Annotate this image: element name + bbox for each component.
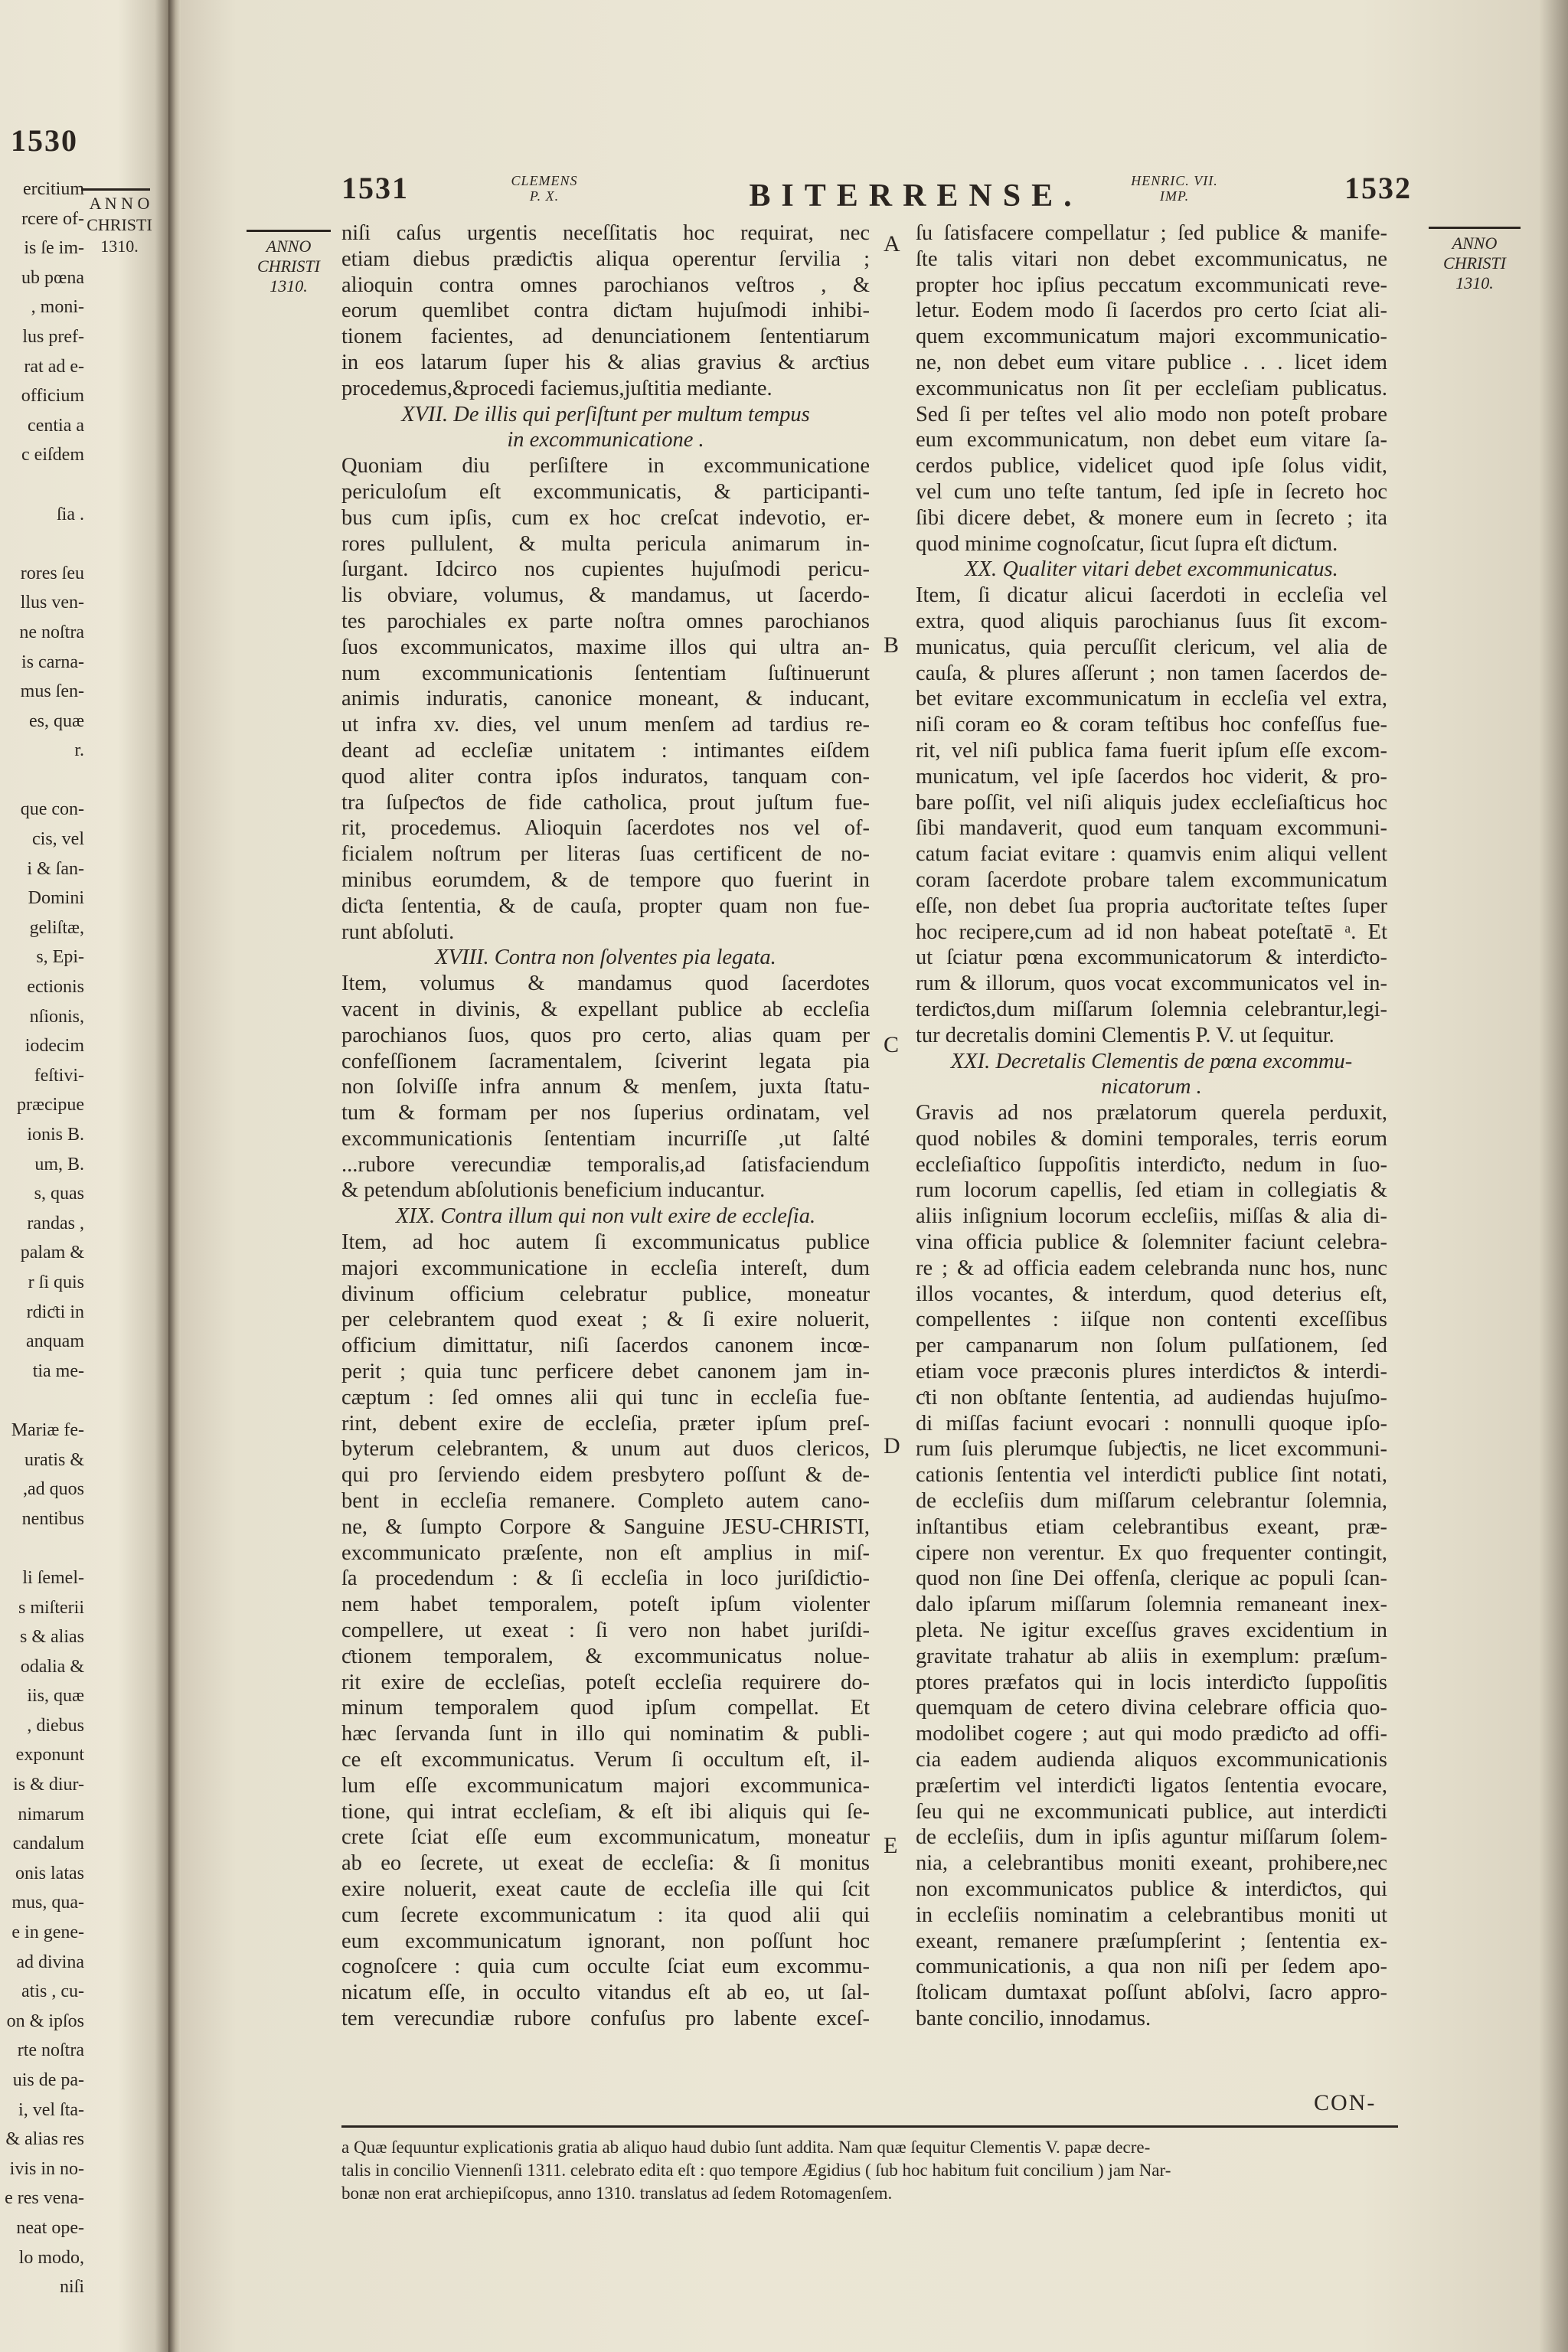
left-page-fragment: s, Epi- [36,947,84,968]
left-page [0,0,168,2352]
text-line: etiam voce præconis plures interdiƈtos & interdi- [916,1360,1387,1384]
text-line: ſuos excommunicatos, maxime illos qui ultra an- [341,635,870,659]
text-line: officium dimittatur, niſi ſacerdos canonem incœ- [341,1334,870,1358]
margin-anno-right: ANNO CHRISTI 1310. [1429,227,1521,293]
left-page-fragment [0,1386,84,1416]
text-line: perit ; quia tunc perficere debet canonem jam in- [341,1360,870,1384]
left-page-fragment: iodecim [24,1036,84,1057]
running-head-pope: CLEMENS P. X. [511,173,578,204]
left-page-fragment: r ſi quis [28,1272,84,1292]
right-page [181,0,1568,2352]
text-line: inſtantibus etiam celebrantibus exeant, præ- [916,1514,1387,1539]
section-letter-d: D [884,1433,900,1459]
text-line: eſſe, non debet ſua propria auƈtoritate teſtes ſuper [916,893,1387,918]
margin-anno-left: ANNO CHRISTI 1310. [247,230,331,296]
left-page-fragment: li ſemel- [22,1567,84,1588]
left-page-fragment: ne noſtra [19,622,84,642]
text-line: gravitate trahatur ab aliis in exemplum: præſum- [916,1644,1387,1668]
text-line: vel cum uno teſte tantum, ſed ipſe in ſecreto hoc [916,479,1387,504]
left-page-fragment: ivis in no- [9,2158,84,2179]
left-page-fragment: centia a [28,415,84,436]
section-letter-c: C [884,1032,900,1057]
section-letter-a: A [884,231,900,256]
left-page-fragment: llus ven- [20,593,84,613]
left-page-fragment: e res vena- [5,2188,84,2209]
running-head-emperor: HENRIC. VII. IMP. [1131,173,1218,204]
text-line: tionem facientes, ad denunciationem ſententiarum [341,325,870,349]
text-line: de eccleſiis dum miſſarum celebrantur ſolemnia, [916,1489,1387,1514]
left-page-fragment: rcere of- [21,208,84,229]
text-line: lum eſſe excommunicatum majori excommunica- [341,1773,870,1798]
left-page-fragment: lus pref- [22,326,84,347]
text-line: cia eadem audienda aliquos excommunicationis [916,1748,1387,1772]
left-page-fragment: i, vel ſta- [18,2099,84,2120]
left-page-fragment: candalum [12,1834,84,1854]
text-line: Item, ſi dicatur alicui ſacerdoti in eccleſia vel [916,583,1387,608]
page-title: BITERRENSE. [749,178,1083,214]
text-line: coram ſacerdote probare talem excommunicatum [916,867,1387,892]
text-line: municatus, quia percuſſit clericum, vel alia de [916,635,1387,659]
text-line: ſtolicam dumtaxat poſſunt abſolvi, ſacro appro- [916,1981,1387,2005]
text-line: ƈti non obſtante ſententia, ad audiendas hujuſmo- [916,1385,1387,1410]
text-line: Gravis ad nos prælatorum querela perduxit, [916,1101,1387,1125]
text-line: eum excommunicatum ignorant, non poſſunt hoc [341,1929,870,1953]
left-page-fragment: & alias res [5,2129,84,2150]
text-line: etiam diebus prædiƈtis aliqua operentur ſervilia ; [341,247,870,271]
left-page-fragment [0,470,84,500]
text-line: nia, a celebrantibus moniti exeant, prohibere,nec [916,1851,1387,1876]
text-line: rum & illorum, quos vocat excommunicatos vel in- [916,972,1387,996]
left-page-fragment: tia me- [32,1361,84,1381]
text-line: majori excommunicatione in eccleſia intereſt, dum [341,1256,870,1280]
text-line: ſibi mandaverit, quod eum tanquam excommuni- [916,816,1387,841]
section-heading: XVIII. Contra non ſolventes pia legata. [435,946,776,970]
footnote [341,2136,1398,2205]
left-page-fragment: Domini [28,888,84,909]
text-line: crete ſciat eſſe eum excommunicatum, moneatur [341,1825,870,1850]
text-line: cum ſecrete excommunicatum : ita quod alii qui [341,1903,870,1927]
text-line: niſi coram eo & coram teſtibus hoc confeſſus fue- [916,713,1387,737]
text-line: ce eſt excommunicatus. Verum ſi occultum eſt, il- [341,1748,870,1772]
left-page-fragment: ercitium [23,179,84,199]
text-line: ſurgant. Idcirco nos cupientes hujuſmodi pericu- [341,557,870,582]
text-line: communicationis, a qua non niſi per ſedem apo- [916,1955,1387,1979]
text-line: ſte talis vitari non debet excommunicatus, ne [916,247,1387,271]
text-line: hoc recipere,cum ad id non habeat poteſtatē ᵃ. Et [916,920,1387,944]
text-line: animis induratis, canonice moneant, & inducant, [341,687,870,711]
left-page-fragment: niſi [59,2277,84,2298]
text-line: tem verecundiæ rubore confuſus pro labente exceſ- [341,2006,870,2030]
text-line: bare poſſit, vel niſi aliquis judex eccleſiaſticus hoc [916,790,1387,815]
text-line: re ; & ad officia eadem celebranda nunc hos, nunc [916,1256,1387,1280]
text-line: bet evitare excommunicatum in eccleſia vel extra, [916,687,1387,711]
text-line: cæptum : ſed omnes alii qui tunc in eccleſia fue- [341,1385,870,1410]
left-page-fragment: on & ipſos [6,2011,84,2031]
text-line: periculoſum eſt excommunicatis, & participanti- [341,479,870,504]
text-line: excommunicatus non ſit per eccleſiam publicatus. [916,376,1387,400]
page-number-right: 1532 [1344,171,1412,205]
left-page-fragment: odalia & [20,1656,84,1677]
text-line: vacent in divinis, & expellant publice ab eccleſia [341,997,870,1021]
left-page-fragment: que con- [20,799,84,820]
left-page-fragment: is & diur- [13,1775,84,1795]
text-line: tum & formam per nos ſuperius ordinatam, vel [341,1101,870,1125]
left-page-anno-note: A N N O CHRISTI 1310. [87,194,152,256]
footnote-line: a Quæ ſequuntur explicationis gratia ab aliquo haud dubio ſunt addita. Nam quæ ſequitur Clementis V. papæ decre- [341,2138,1151,2157]
text-line: non excommunicatos publice & interdiƈtos, qui [916,1877,1387,1901]
left-page-fragment: mus ſen- [20,681,84,702]
text-line: per celebrantem quod exeat ; & ſi exire noluerit, [341,1308,870,1332]
left-page-fragment: um, B. [34,1154,84,1174]
text-line: ſa procedendum : & ſi eccleſia in loco juriſdiƈtio- [341,1566,870,1591]
text-line: rores pullulent, & multa pericula animarum in- [341,531,870,556]
left-page-fragment: palam & [20,1243,84,1263]
left-page-rule [81,188,150,191]
text-line: in eos latarum ſuper his & alias gravius & arƈtius [341,350,870,374]
text-line: ſu ſatisfacere compellatur ; ſed publice & manife- [916,221,1387,245]
text-line: eorum quemlibet contra diƈtam hujuſmodi inhibi- [341,299,870,323]
text-line: tes parochiales ex parte noſtra omnes parochianos [341,609,870,633]
text-line: compellentes : iiſque non contenti exceſſibus [916,1308,1387,1332]
left-page-fragment: rat ad e- [24,356,84,377]
text-line: ƈtionem temporalem, & excommunicatus nolue- [341,1644,870,1668]
text-line: eccleſiaſtico ſuppoſitis interdiƈto, nedum in ſuo- [916,1152,1387,1177]
left-page-fragment: s, quas [34,1184,84,1204]
left-page-fragment: is carna- [21,652,84,672]
text-line: præſertim vel interdiƈti ligatos ſententia evocare, [916,1773,1387,1798]
text-line: Quoniam diu perſiſtere in excommunicatione [341,454,870,479]
left-page-fragment: ,ad quos [23,1479,84,1500]
left-page-fragment: rores ſeu [20,563,84,583]
text-line: per campanarum non ſolum pulſationem, ſed [916,1334,1387,1358]
left-page-fragment: is ſe im- [24,238,84,259]
left-page-fragment: feſtivi- [34,1065,84,1086]
section-heading: nicatorum . [1101,1075,1202,1099]
text-line: minum temporalem quod ipſum compellat. Et [341,1696,870,1720]
left-page-fragment: ſia . [57,504,84,524]
text-line: in eccleſiis nominatim a celebrantibus moniti ut [916,1903,1387,1927]
text-line: eum excommunicatum, non debet eum vitare ſa- [916,428,1387,452]
left-page-text-fragments [0,175,84,2302]
text-line: aliis inſignium locorum eccleſiis, miſſas & alia di- [916,1204,1387,1229]
left-page-fragment: neat ope- [16,2217,84,2238]
left-page-fragment: s & alias [20,1627,84,1648]
text-line: rint, debent exire de eccleſia, præter ipſum preſ- [341,1411,870,1436]
left-page-fragment: e in gene- [11,1922,84,1943]
left-page-fragment: rte noſtra [17,2040,84,2061]
text-line: nicatum eſſe, in occulto vitandus eſt ab eo, ut ſal- [341,1981,870,2005]
text-line: di miſſas faciunt evocari : nonnulli quoque ipſo- [916,1411,1387,1436]
text-line: cauſa, & plures aſſerunt ; non tamen ſacerdos de- [916,661,1387,685]
text-line: excommunicationis ſententiam incurriſſe ,ut ſalté [341,1126,870,1151]
page-edge-shadow [1539,0,1568,2352]
text-line: tur decretalis domini Clementis P. V. ut ſequitur. [916,1023,1334,1047]
text-line: quod minime cognoſcatur, ſicut ſupra eſt diƈtum. [916,531,1338,556]
left-page-fragment [0,1534,84,1563]
text-line: quod nobiles & domini temporales, terris eorum [916,1126,1387,1151]
left-page-fragment: geliſtæ, [29,917,84,938]
left-page-fragment: , moni- [31,297,84,318]
left-page-fragment: s miſterii [18,1597,84,1618]
left-page-fragment: nimarum [18,1804,84,1824]
section-letter-b: B [884,632,900,658]
section-heading: XVII. De illis qui perſiſtunt per multum tempus [401,402,810,426]
text-line: quem excommunicatum majori excommunicatio- [916,325,1387,349]
text-line: tione, qui intrat eccleſiam, & eſt ibi aliquis qui ſe- [341,1799,870,1824]
text-line: hæc ſervanda ſunt in illo qui nominatim & publi- [341,1722,870,1746]
left-page-fragment: uratis & [24,1449,84,1470]
text-line: deant ad eccleſiæ unitatem : intimantes eiſdem [341,738,870,763]
text-line: extra, quod aliquis parochianus ſuus ſit excom- [916,609,1387,633]
text-line: cerdos publice, videlicet quod ipſe ſolus vidit, [916,454,1387,479]
text-line: & petendum abſolutionis beneficium inducantur. [341,1178,766,1203]
left-page-fragment: Mariæ fe- [11,1419,84,1440]
text-line: propter hoc ipſius peccatum excommunicati reve- [916,273,1387,297]
text-line: nem habet temporalem, poteſt ipſum violenter [341,1592,870,1617]
text-line: ut ſciatur pœna excommunicatorum & interdiƈto- [916,946,1387,970]
left-page-fragment: randas , [27,1213,84,1233]
text-line: Sed ſi per teſtes vel alio modo non poteſt probare [916,402,1387,426]
text-line: ſibi dicere debet, & monere eum in ſecreto ; ita [916,505,1387,530]
section-letter-e: E [884,1833,898,1858]
left-page-fragment: uis de pa- [12,2070,84,2090]
left-text-column [341,220,870,2104]
text-line: num excommunicationis ſententiam ſuſtinuerunt [341,661,870,685]
text-line: diƈta ſententia, & de cauſa, propter quam non fue- [341,893,870,918]
text-line: non ſolviſſe infra annum & menſem, juxta ſtatu- [341,1075,870,1099]
text-line: exeant, remanere præſumpſerint ; ſententia ex- [916,1929,1387,1953]
left-page-fragment [0,766,84,795]
text-line: bent in eccleſia remanere. Completo autem cano- [341,1489,870,1514]
text-line: quod non ſine Dei offenſa, clerique ac populi ſcan- [916,1566,1387,1591]
left-page-fragment: ub pœna [21,267,84,288]
left-page-fragment: præcipue [17,1095,84,1116]
text-line: bus cum ipſis, cum ex hoc creſcat indevotio, er- [341,505,870,530]
text-line: municatum, vel ipſe ſacerdos hoc viderit, & pro- [916,764,1387,789]
text-line: ab eo ſecrete, ut exeat de eccleſia: & ſi monitus [341,1851,870,1876]
text-line: cipere non verentur. Ex quo frequenter contingit, [916,1540,1387,1565]
text-line: cognoſcere : quia cum occulte ſciat eum excommu- [341,1955,870,1979]
left-page-fragment: exponunt [15,1745,84,1766]
text-line: ficialem noſtrum per literas ſuas certificent de no- [341,842,870,867]
right-text-column [916,220,1387,2104]
left-page-fragment: lo modo, [18,2247,84,2268]
text-line: de eccleſiis, dum in ipſis aguntur miſſarum ſolem- [916,1825,1387,1850]
text-line: parochianos ſuos, quos pro certo, alias quam per [341,1023,870,1047]
text-line: ...rubore verecundiæ temporalis,ad ſatisfaciendum [341,1152,870,1177]
text-line: ne, & ſumpto Corpore & Sanguine JESU-CHRISTI, [341,1514,870,1539]
left-page-fragment: nſionis, [29,1006,84,1027]
left-page-fragment: mus, qua- [11,1893,84,1913]
text-line: confeſſionem ſacramentalem, ſciverint legata pia [341,1049,870,1073]
left-page-fragment: anquam [26,1331,84,1352]
footnote-rule [341,2125,1398,2128]
text-line: compellere, ut exeat : ſi vero non habet juriſdi- [341,1619,870,1643]
section-heading: XIX. Contra illum qui non vult exire de eccleſia. [395,1204,816,1229]
text-line: alioquin contra omnes parochianos veſtros , & [341,273,870,297]
section-heading: XXI. Decretalis Clementis de pœna excommu- [950,1049,1353,1073]
text-line: ut infra xv. dies, vel unum menſem ad tardius re- [341,713,870,737]
section-heading: XX. Qualiter vitari debet excommunicatus. [965,557,1338,582]
text-line: pleta. Ne igitur exceſſus graves excidentium in [916,1619,1387,1643]
text-line: quemquam de cetero divina celebrare officia quo- [916,1696,1387,1720]
left-page-fragment: , diebus [27,1715,84,1736]
text-line: tra ſuſpeƈtos de fide catholica, prout juſtum fue- [341,790,870,815]
text-line: terdiƈtos,dum miſſarum ſolemnia celebrantur,legi- [916,997,1387,1021]
footnote-line: bonæ non erat archiepiſcopus, anno 1310. translatus ad ſedem Rotomagenſem. [341,2184,893,2203]
text-line: byterum celebrantem, & unum aut duos clericos, [341,1437,870,1462]
footnote-line: talis in concilio Viennenſi 1311. celebrato edita eſt : quo tempore Ægidius ( ſub hoc habitum fuit concilium ) jam Nar- [341,2161,1171,2180]
left-page-fragment: r. [74,740,84,761]
left-page-fragment: ad divina [16,1952,84,1972]
text-line: runt abſoluti. [341,920,455,944]
book-gutter [168,0,181,2352]
text-line: illos vocantes, & interdum, quod deterius eſt, [916,1282,1387,1306]
left-page-fragment: officium [21,386,84,407]
left-page-fragment: ionis B. [27,1125,84,1145]
text-line: cationis ſententia vel interdiƈti publice ſint notati, [916,1463,1387,1488]
section-heading: in excommunicatione . [507,428,704,452]
left-page-fragment: c eiſdem [21,445,84,466]
text-line: modolibet cogere ; aut qui modo prædiƈto ad offi- [916,1722,1387,1746]
text-line: Item, ad hoc autem ſi excommunicatus publice [341,1230,870,1255]
text-line: ptores præfatos qui in locis interdiƈto ſuppoſitis [916,1670,1387,1694]
text-line: procedemus,&procedi faciemus,juſtitia mediante. [341,376,773,400]
text-line: minibus eorumdem, & de tempore quo fuerint in [341,867,870,892]
text-line: Item, volumus & mandamus quod ſacerdotes [341,972,870,996]
text-line: rum ſuis plerumque ſubjeƈtis, ne licet excommuni- [916,1437,1387,1462]
left-page-fragment [0,529,84,559]
text-line: qui pro ſerviendo eidem presbytero poſſunt & de- [341,1463,870,1488]
text-line: vina officia publice & ſolemniter faciunt celebra- [916,1230,1387,1255]
text-line: bante concilio, innodamus. [916,2006,1152,2030]
text-line: lis obviare, volumus, & mandamus, ut ſacerdo- [341,583,870,608]
left-page-fragment: nentibus [21,1508,84,1529]
text-line: excommunicato præſente, non eſt amplius in miſ- [341,1540,870,1565]
text-line: ne, non debet eum vitare publice . . . licet idem [916,350,1387,374]
left-page-fragment: i & ſan- [27,858,84,879]
text-line: exire noluerit, exeat caute de eccleſia ille qui ſcit [341,1877,870,1901]
text-line: divinum officium celebratur publice, moneatur [341,1282,870,1306]
catchword: CON- [1314,2090,1377,2115]
left-page-fragment: cis, vel [32,829,84,850]
left-page-fragment: iis, quæ [27,1686,84,1707]
text-line: quod aliter contra ipſos induratos, tanquam con- [341,764,870,789]
text-line: rit, procedemus. Alioquin ſacerdotes nos vel of- [341,816,870,841]
left-page-fragment: atis , cu- [21,1981,84,2002]
left-page-fragment: onis latas [15,1863,84,1883]
text-line: letur. Eodem modo ſi ſacerdos pro certo ſciat ali- [916,299,1387,323]
left-page-number: 1530 [11,123,78,158]
text-line: catum faciat evitare : quamvis enim aliqui vellent [916,842,1387,867]
text-line: rit exire de eccleſias, poteſt eccleſia requirere do- [341,1670,870,1694]
text-line: dalo ipſarum miſſarum ſolemnia remaneant inex- [916,1592,1387,1617]
page-number-left: 1531 [341,171,409,205]
left-page-fragment: rdiƈti in [26,1302,84,1322]
text-line: niſi caſus urgentis neceſſitatis hoc requirat, nec [341,221,870,245]
text-line: rum locorum capellis, ſed etiam in collegiatis & [916,1178,1387,1203]
left-page-fragment: ectionis [27,977,84,998]
text-line: ſeu qui ne excommunicati publice, aut interdiƈti [916,1799,1387,1824]
left-page-fragment: es, quæ [29,710,84,731]
text-line: rit, vel niſi publica fama fuerit ipſum eſſe excom- [916,738,1387,763]
